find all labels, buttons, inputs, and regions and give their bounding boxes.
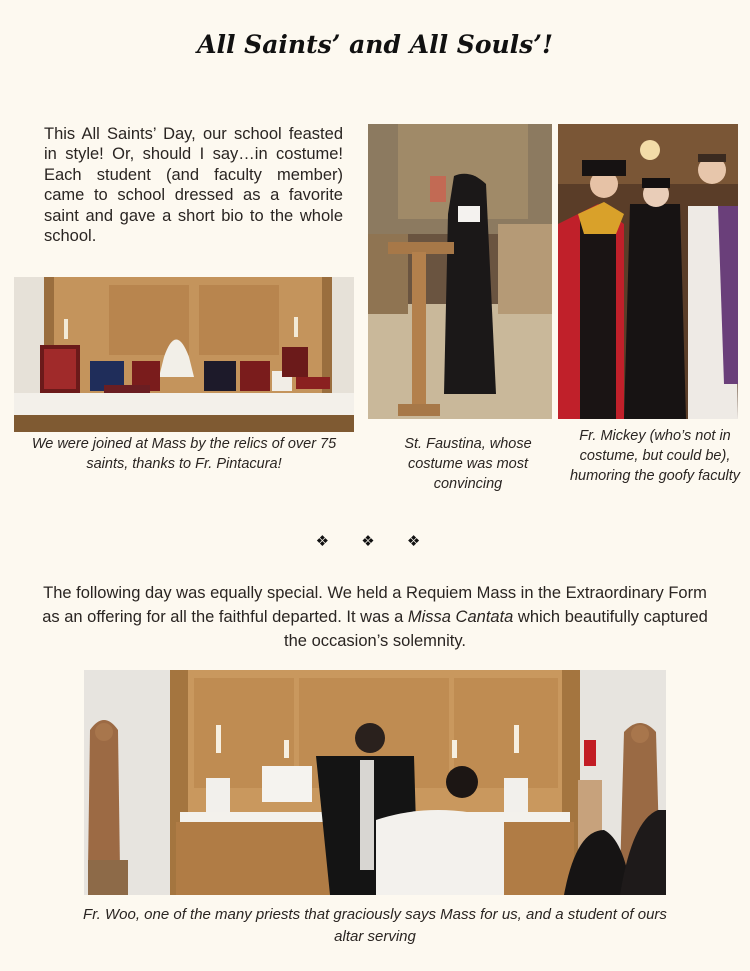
- requiem-paragraph: [40, 581, 710, 653]
- relics-caption: We were joined at Mass by the relics of over 75 saints, thanks to Fr. Pintacura!: [31, 436, 337, 472]
- paragraph-italic-term: Missa Cantata: [407, 608, 514, 626]
- paragraph-text-end: which beautifully captured the occasion’s solemnity.: [284, 608, 708, 650]
- intro-text: This All Saints’ Day, our school feasted in style! Or, should I say…in costume! Each student (and faculty member) came to school dressed as a favorite saint and gave a short bio to the whole school.: [44, 125, 343, 246]
- woo-caption: Fr. Woo, one of the many priests that graciously says Mass for us, and a student of ours altar serving: [83, 906, 667, 945]
- mickey-photo: [558, 124, 738, 419]
- requiem-mass-photo: [84, 670, 666, 895]
- mickey-caption: Fr. Mickey (who’s not in costume, but could be), humoring the goofy faculty: [569, 428, 741, 484]
- faustina-photo: [368, 124, 552, 419]
- faustina-caption: St. Faustina, whose costume was most convincing: [404, 436, 532, 492]
- relics-photo: [14, 277, 354, 432]
- page-title: All Saints’ and All Souls’!: [197, 30, 553, 59]
- divider-ornament: ❖ ❖ ❖: [315, 533, 435, 550]
- paragraph-text-start: The following day was equally special. We held a Requiem Mass in the Extraordinary Form as an offering for all the faithful departed. It was a: [42, 584, 707, 626]
